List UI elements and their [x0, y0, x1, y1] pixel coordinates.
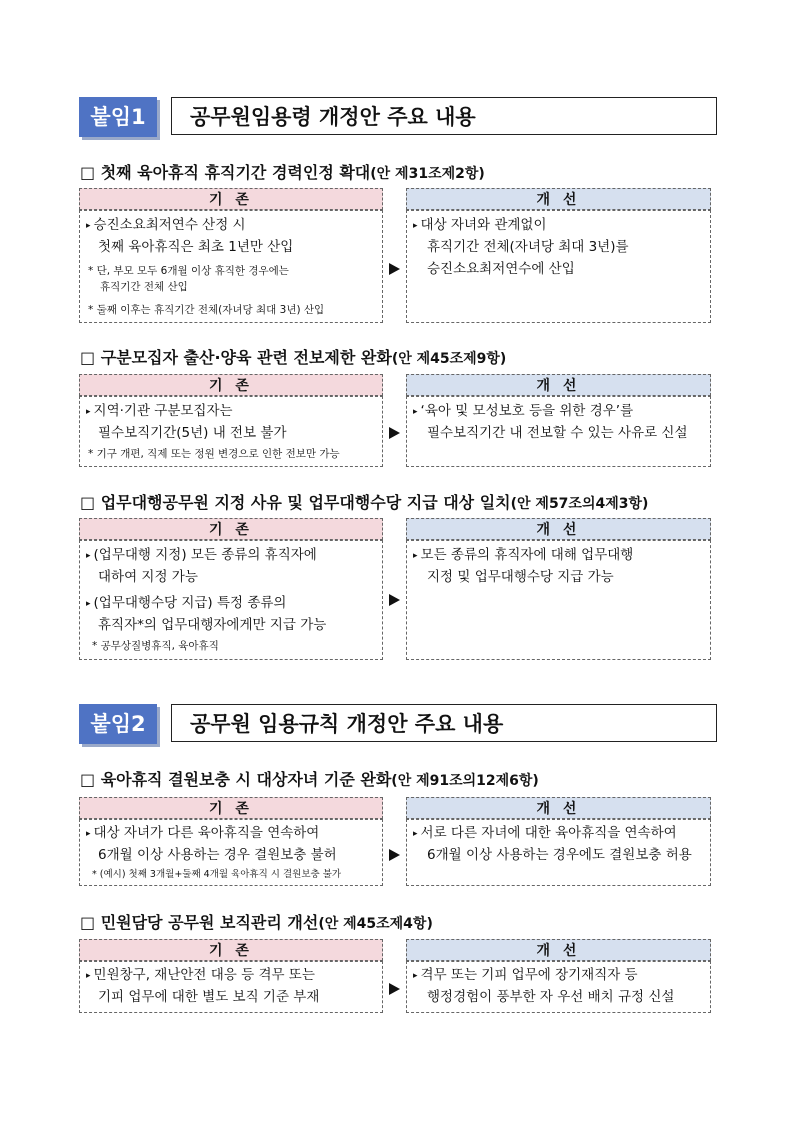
s3-old-line1: ▸ (업무대행 지정) 모든 종류의 휴직자에	[86, 547, 317, 563]
attachment-1-title: 공무원임용령 개정안 주요 내용	[171, 97, 717, 135]
s1-new-line3: 승진소요최저연수에 산입	[427, 261, 575, 277]
section-1-title	[80, 160, 485, 183]
s4-new-line1: ▸ 서로 다른 자녀에 대한 육아휴직을 연속하여	[413, 825, 677, 841]
s2-old-header: 기 존	[79, 374, 383, 396]
s4-old-header: 기 존	[79, 797, 383, 819]
section-3-ref: (안 제57조의4제3항)	[510, 496, 649, 512]
section-1-heading: □ 첫째 육아휴직 휴직기간 경력인정 확대	[80, 163, 371, 182]
section-4-heading: □ 육아휴직 결원보충 시 대상자녀 기준 완화	[80, 770, 392, 789]
s1-old-note3: * 둘째 이후는 휴직기간 전체(자녀당 최대 3년) 산입	[88, 304, 325, 316]
s5-old-line1: ▸ 민원창구, 재난안전 대응 등 격무 또는	[86, 967, 315, 983]
s1-old-header: 기 존	[79, 188, 383, 210]
s1-new-line1: ▸ 대상 자녀와 관계없이	[413, 217, 547, 233]
s4-old-line1: ▸ 대상 자녀가 다른 육아휴직을 연속하여	[86, 825, 320, 841]
s2-old-line2: 필수보직기간(5년) 내 전보 불가	[98, 425, 287, 441]
s5-old-line2: 기피 업무에 대한 별도 보직 기준 부재	[98, 989, 320, 1005]
section-5-heading: □ 민원담당 공무원 보직관리 개선	[80, 913, 319, 932]
section-2-heading: □ 구분모집자 출산·양육 관련 전보제한 완화	[80, 348, 392, 367]
s5-arrow-icon	[389, 983, 400, 995]
s1-old-line2: 첫째 육아휴직은 최초 1년만 산입	[98, 239, 294, 255]
s1-new-line2: 휴직기간 전체(자녀당 최대 3년)를	[427, 239, 629, 255]
s5-new-line1: ▸ 격무 또는 기피 업무에 장기재직자 등	[413, 967, 638, 983]
s4-arrow-icon	[389, 849, 400, 861]
s3-old-note1: * 공무상질병휴직, 육아휴직	[92, 640, 219, 652]
s2-old-note1: * 기구 개편, 직제 또는 정원 변경으로 인한 전보만 가능	[88, 448, 340, 460]
attachment-2-header	[79, 704, 719, 744]
s4-new-header: 개 선	[406, 797, 711, 819]
s4-new-line2: 6개월 이상 사용하는 경우에도 결원보충 허용	[427, 847, 692, 863]
s2-new-line1: ▸ ‘육아 및 모성보호 등을 위한 경우’를	[413, 403, 634, 419]
s1-old-note2: 휴직기간 전체 산입	[100, 281, 188, 293]
s2-new-header: 개 선	[406, 374, 711, 396]
s4-old-note1: * (예시) 첫째 3개월+둘째 4개월 육아휴직 시 결원보충 불가	[92, 869, 342, 880]
s3-new-line1: ▸ 모든 종류의 휴직자에 대해 업무대행	[413, 547, 634, 563]
section-2-ref: (안 제45조제9항)	[391, 351, 507, 367]
s3-old-line3: ▸ (업무대행수당 지급) 특정 종류의	[86, 595, 287, 611]
section-4-ref: (안 제91조의12제6항)	[391, 773, 539, 789]
section-5-title	[80, 910, 433, 933]
s3-new-header: 개 선	[406, 518, 711, 540]
s3-old-line2: 대하여 지정 가능	[98, 569, 198, 585]
s2-arrow-icon	[389, 427, 400, 439]
s5-new-header: 개 선	[406, 939, 711, 961]
s3-old-line4: 휴직자*의 업무대행자에게만 지급 가능	[98, 617, 327, 633]
s2-new-line2: 필수보직기간 내 전보할 수 있는 사유로 신설	[427, 425, 688, 441]
s5-new-line2: 행정경험이 풍부한 자 우선 배치 규정 신설	[427, 989, 675, 1005]
section-4-title	[80, 767, 539, 790]
s3-arrow-icon	[389, 594, 400, 606]
section-5-ref: (안 제45조제4항)	[318, 916, 433, 932]
s1-arrow-icon	[389, 263, 400, 275]
s4-old-line2: 6개월 이상 사용하는 경우 결원보충 불허	[98, 847, 337, 863]
s1-new-header: 개 선	[406, 188, 711, 210]
s5-old-header: 기 존	[79, 939, 383, 961]
attachment-1-tag: 붙임1	[79, 97, 157, 137]
attachment-1-header	[79, 97, 719, 137]
section-1-ref: (안 제31조제2항)	[370, 166, 485, 182]
section-3-heading: □ 업무대행공무원 지정 사유 및 업무대행수당 지급 대상 일치	[80, 493, 511, 512]
s2-old-line1: ▸ 지역·기관 구분모집자는	[86, 403, 233, 419]
s3-old-header: 기 존	[79, 518, 383, 540]
section-3-title	[80, 490, 648, 513]
attachment-2-tag: 붙임2	[79, 704, 157, 744]
s1-old-line1: ▸ 승진소요최저연수 산정 시	[86, 217, 246, 233]
attachment-2-title: 공무원 임용규칙 개정안 주요 내용	[171, 704, 717, 742]
s1-old-note1: * 단, 부모 모두 6개월 이상 휴직한 경우에는	[88, 265, 289, 277]
section-2-title	[80, 345, 506, 368]
s3-new-line2: 지정 및 업무대행수당 지급 가능	[427, 569, 614, 585]
